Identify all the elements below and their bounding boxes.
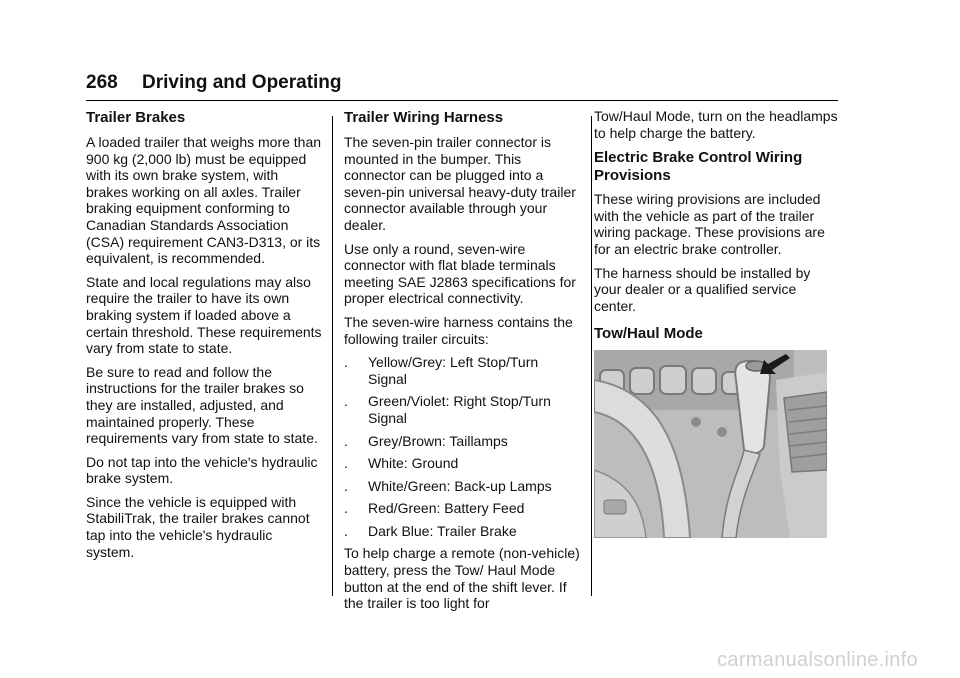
column-2	[344, 108, 580, 619]
list-item	[344, 478, 580, 495]
trailer-brakes-paragraph: A loaded trailer that weighs more than 900 kg (2,000 lb) must be equipped with its own brake system, with brakes working on all axles. Trailer braking equipment conforming to Canadian Standards Association (CSA) requirement CAN3-D313, or its equivalent, is recommended.	[86, 134, 322, 267]
shift-lever-illustration	[594, 350, 827, 538]
electric-brake-paragraph: These wiring provisions are included with the vehicle as part of the trailer wiring package. These provisions are for an electric brake controller.	[594, 191, 825, 257]
electric-brake-paragraph: The harness should be installed by your dealer or a qualified service center.	[594, 264, 811, 314]
circuit-text: Dark Blue: Trailer Brake	[368, 522, 517, 539]
bullet-marker: .	[344, 455, 348, 472]
bullet-marker: .	[344, 522, 348, 539]
tow-haul-heading: Tow/Haul Mode	[594, 325, 703, 343]
trailer-wiring-heading: Trailer Wiring Harness	[344, 109, 504, 126]
circuit-text: Red/Green: Battery Feed	[368, 500, 525, 517]
circuit-text: Grey/Brown: Taillamps	[368, 432, 508, 449]
bullet-marker: .	[344, 477, 348, 494]
trailer-wiring-paragraph: Use only a round, seven-wire connector with flat blade terminals meeting SAE J2863 specifications for proper electrical connectivity.	[344, 240, 576, 307]
trailer-wiring-paragraph: The seven-pin trailer connector is mounted in the bumper. This connector can be plugged into a seven-pin universal heavy-duty trailer connector available through your dealer.	[344, 134, 576, 233]
column-divider-1	[332, 116, 333, 596]
column-3	[594, 108, 838, 538]
tow-haul-illustration	[594, 350, 827, 538]
trailer-brakes-paragraph: Since the vehicle is equipped with StabiliTrak, the trailer brakes cannot tap into the vehicle's hydraulic system.	[86, 493, 310, 560]
circuit-text: Yellow/Grey: Left Stop/Turn Signal	[368, 354, 539, 387]
page-section-title: Driving and Operating	[142, 72, 342, 93]
bullet-marker: .	[344, 432, 348, 449]
circuit-text: Green/Violet: Right Stop/Turn Signal	[368, 393, 551, 426]
list-item	[344, 433, 580, 450]
electric-brake-heading: Electric Brake Control Wiring Provisions	[594, 149, 803, 185]
circuit-text: White: Ground	[368, 455, 459, 472]
column-1	[86, 108, 322, 567]
trailer-brakes-paragraph: Be sure to read and follow the instructions for the trailer brakes so they are installed, adjusted, and maintained properly. These requirements vary from state to state.	[86, 363, 318, 447]
list-item	[344, 393, 580, 426]
list-item	[344, 455, 580, 472]
bullet-marker: .	[344, 354, 348, 371]
list-item	[344, 500, 580, 517]
bullet-marker: .	[344, 393, 348, 410]
page-number: 268	[86, 72, 118, 93]
watermark: carmanualsonline.info	[717, 649, 918, 671]
trailer-wiring-continued-paragraph: Tow/Haul Mode, turn on the headlamps to help charge the battery.	[594, 108, 838, 141]
trailer-brakes-heading: Trailer Brakes	[86, 109, 186, 126]
bullet-marker: .	[344, 500, 348, 517]
circuit-text: White/Green: Back-up Lamps	[368, 477, 552, 494]
trailer-brakes-paragraph: Do not tap into the vehicle's hydraulic brake system.	[86, 453, 318, 487]
list-item	[344, 354, 580, 387]
trailer-wiring-paragraph: The seven-wire harness contains the following trailer circuits:	[344, 313, 573, 347]
trailer-brakes-paragraph: State and local regulations may also require the trailer to have its own braking system if loaded above a certain threshold. These requirements vary from state to state.	[86, 273, 322, 357]
trailer-wiring-paragraph: To help charge a remote (non-vehicle) battery, press the Tow/ Haul Mode button at the end of the shift lever. If the trailer is too light for	[344, 545, 580, 612]
list-item	[344, 523, 580, 540]
column-divider-2	[591, 116, 592, 596]
page-header	[86, 70, 838, 101]
trailer-circuit-list	[344, 354, 580, 539]
